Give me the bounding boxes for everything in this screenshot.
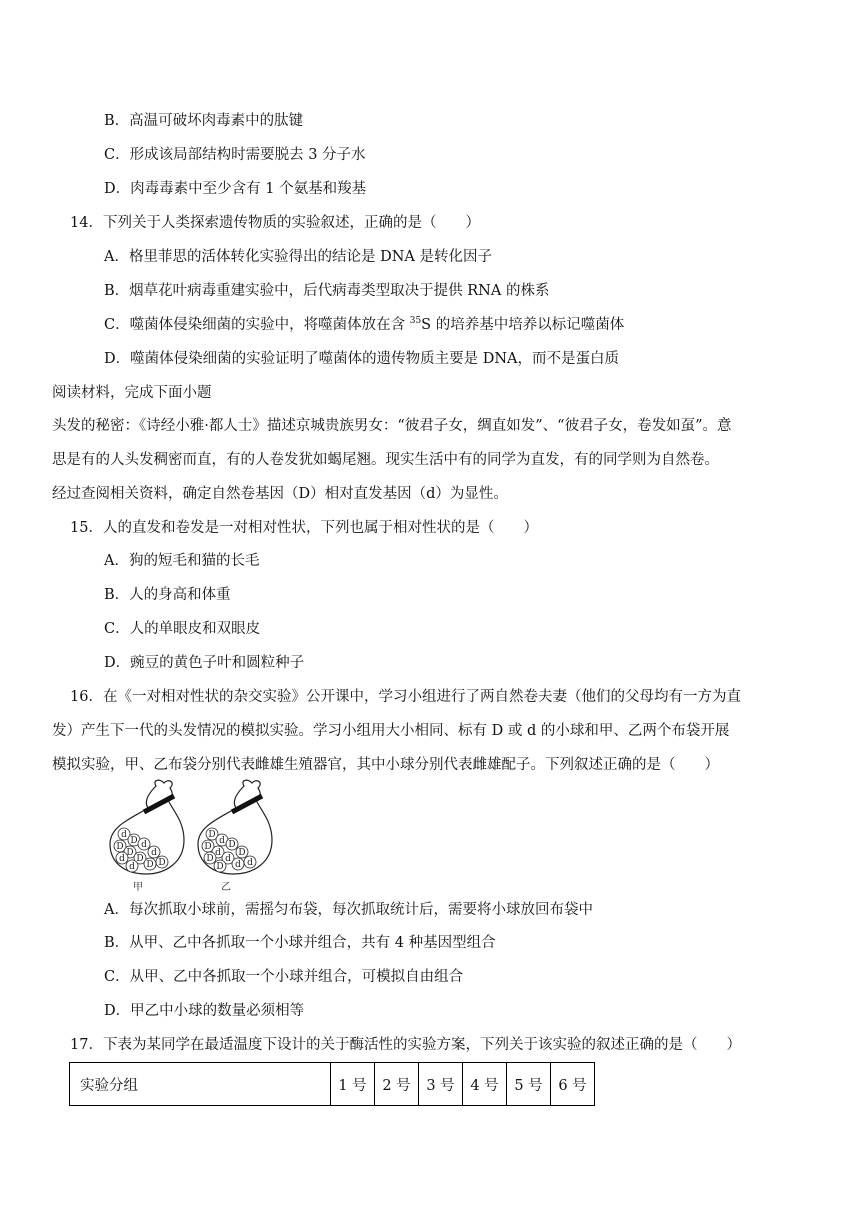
q15-stem: 15．人的直发和卷发是一对相对性状，下列也属于相对性状的是（ ） (70, 520, 538, 536)
ball-label-d-lower: d (119, 854, 125, 864)
q17-stem: 17．下表为某同学在最适温度下设计的关于酶活性的实验方案，下列关于该实验的叙述正确的是（ ） (70, 1037, 741, 1053)
bag-jia-label: 甲 (133, 882, 143, 893)
q14-option-a: A．格里菲思的活体转化实验得出的结论是 DNA 是转化因子 (104, 249, 492, 265)
q16-stem-line-3: 模拟实验，甲、乙布袋分别代表雌雄生殖器官，其中小球分别代表雌雄配子。下列叙述正确的是（ ） (52, 757, 719, 773)
ball-label-d-upper: D (208, 830, 216, 840)
q16-option-b: B．从甲、乙中各抓取一个小球并组合，共有 4 种基因型组合 (104, 935, 496, 951)
ball-label-d-lower: d (235, 860, 241, 870)
q15-option-b: B．人的身高和体重 (104, 587, 231, 603)
q13-option-c: C．形成该局部结构时需要脱去 3 分子水 (104, 147, 366, 163)
ball-label-d-lower: d (121, 830, 127, 840)
table-cell: 4 号 (463, 1063, 507, 1106)
ball-label-d-lower: d (247, 858, 253, 868)
ball-label-d-upper: D (216, 862, 224, 872)
reading-intro: 阅读材料，完成下面小题 (52, 385, 212, 401)
q16-option-a: A．每次抓取小球前，需摇匀布袋，每次抓取统计后，需要将小球放回布袋中 (104, 902, 593, 918)
q15-option-c: C．人的单眼皮和双眼皮 (104, 621, 261, 637)
table-cell: 3 号 (419, 1063, 463, 1106)
q14-option-d: D．噬菌体侵染细菌的实验证明了噬菌体的遗传物质主要是 DNA，而不是蛋白质 (104, 351, 620, 367)
table-cell: 1 号 (331, 1063, 375, 1106)
ball-label-d-upper: D (126, 848, 134, 858)
q16-stem-line-1: 16．在《一对相对性状的杂交实验》公开课中，学习小组进行了两自然卷夫妻（他们的父母均有一方为直 (70, 689, 741, 705)
ball-label-d-lower: d (219, 836, 225, 846)
table-row (70, 1063, 595, 1106)
cloth-bags-figure (104, 778, 284, 896)
ball-label-d-upper: D (158, 858, 166, 868)
ball-label-d-lower: d (141, 840, 147, 850)
ball-label-d-upper: D (130, 836, 138, 846)
ball-label-d-lower: d (151, 848, 157, 858)
q16-option-c: C．从甲、乙中各抓取一个小球并组合，可模拟自由组合 (104, 969, 464, 985)
ball-label-d-lower: d (225, 854, 231, 864)
q13-option-b: B．高温可破坏肉毒素中的肽键 (104, 113, 304, 129)
q13-option-d: D．肉毒毒素中至少含有 1 个氨基和羧基 (104, 181, 367, 197)
isotope-superscript: 35 (409, 316, 422, 327)
ball-label-d-upper: D (228, 840, 236, 850)
q14-stem: 14．下列关于人类探索遗传物质的实验叙述，正确的是（ ） (70, 215, 480, 231)
ball-label-d-upper: D (146, 860, 154, 870)
ball-label-d-lower: d (215, 848, 221, 858)
reading-line-3: 经过查阅相关资料，确定自然卷基因（D）相对直发基因（d）为显性。 (52, 486, 508, 502)
q14-option-c: C．噬菌体侵染细菌的实验中，将噬菌体放在含 $^{35}$S 的培养基中培养以标记噬菌体 (104, 316, 625, 333)
table-cell: 6 号 (551, 1063, 595, 1106)
ball-label-d-lower: d (129, 862, 135, 872)
ball-label-d-upper: D (116, 842, 124, 852)
ball-label-d-upper: D (204, 842, 212, 852)
q15-option-d: D．豌豆的黄色子叶和圆粒种子 (104, 655, 305, 671)
bag-yi-label: 乙 (221, 882, 231, 893)
table-header-cell: 实验分组 (70, 1063, 331, 1106)
reading-line-2: 思是有的人头发稠密而直，有的人卷发犹如蝎尾翘。现实生活中有的同学为直发，有的同学则为自然卷。 (52, 452, 719, 468)
q14-option-b: B．烟草花叶病毒重建实验中，后代病毒类型取决于提供 RNA 的株系 (104, 283, 550, 299)
q16-stem-line-2: 发）产生下一代的头发情况的模拟实验。学习小组用大小相同、标有 D 或 d 的小球和甲、乙两个布袋开展 (52, 723, 730, 739)
q16-option-d: D．甲乙中小球的数量必须相等 (104, 1003, 305, 1019)
ball-label-d-upper: D (238, 848, 246, 858)
ball-label-d-upper: D (206, 854, 214, 864)
experiment-table (69, 1062, 595, 1106)
q15-option-a: A．狗的短毛和猫的长毛 (104, 553, 260, 569)
reading-line-1: 头发的秘密：《诗经小雅·都人士》描述京城贵族男女：“彼君子女，绸直如发”、“彼君子女，卷发如虿”。意 (52, 418, 732, 434)
table-cell: 5 号 (507, 1063, 551, 1106)
ball-label-d-upper: D (136, 854, 144, 864)
table-cell: 2 号 (375, 1063, 419, 1106)
